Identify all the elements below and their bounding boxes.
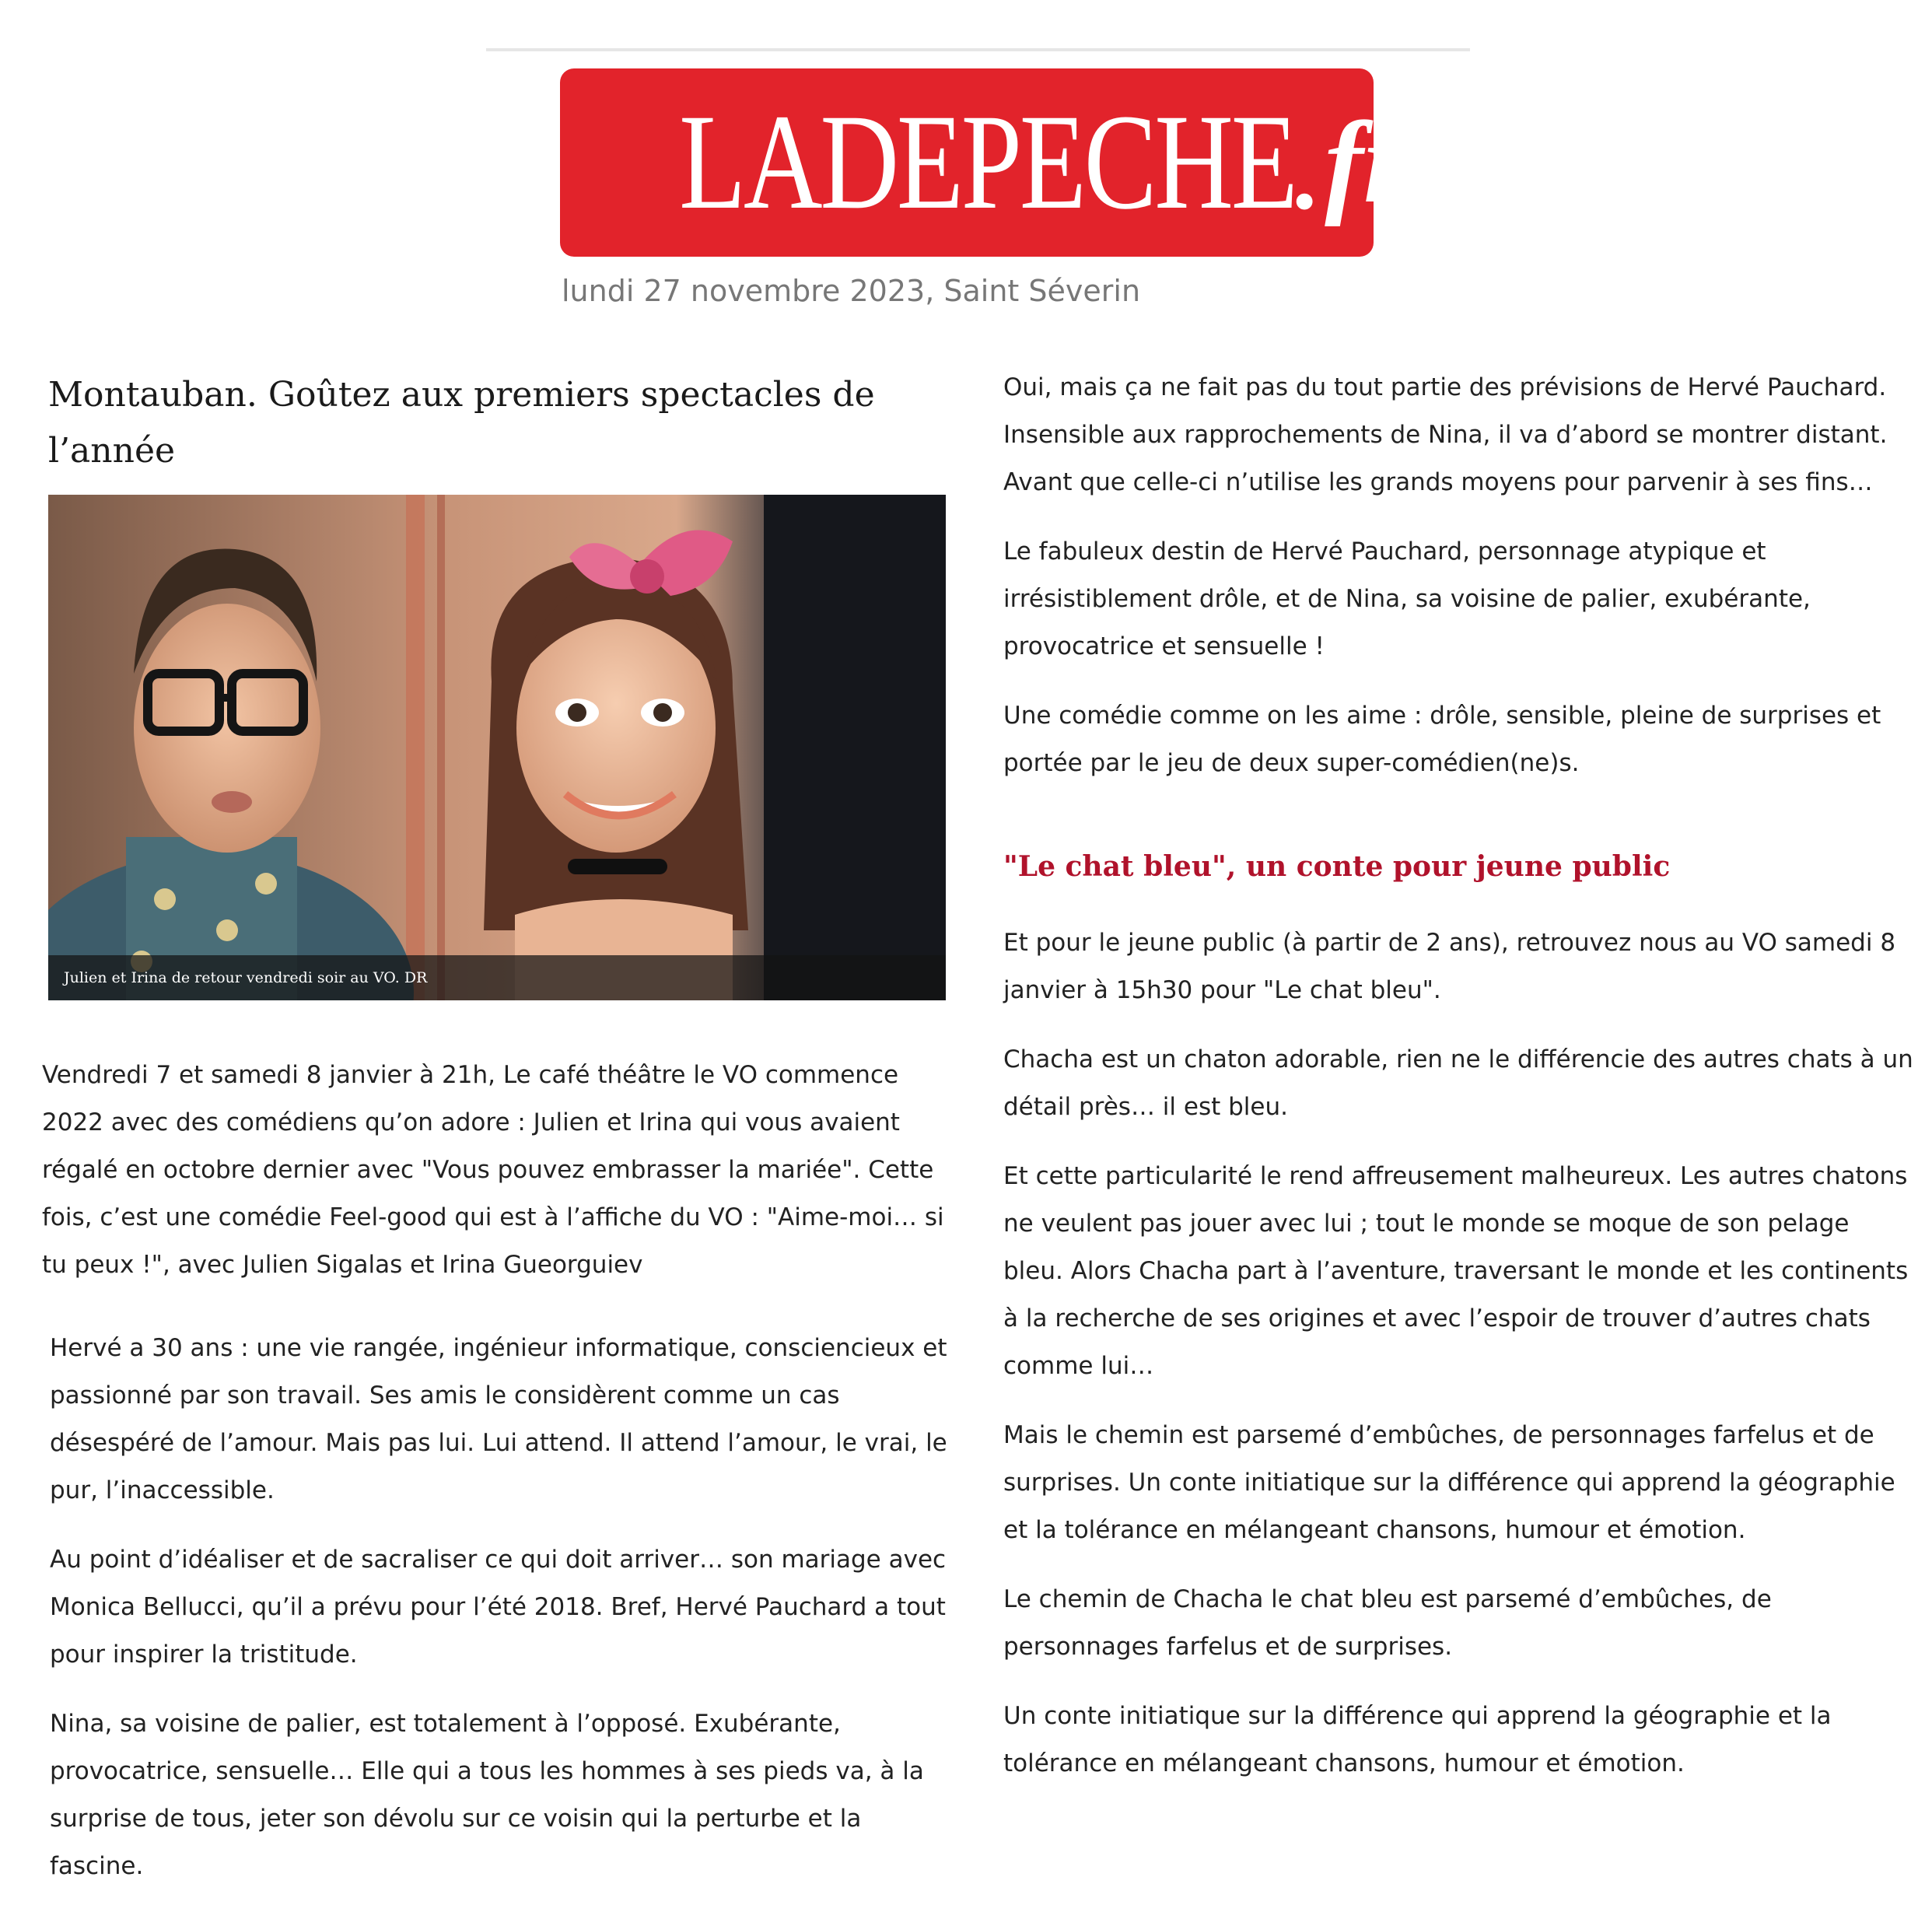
paragraph: Le chemin de Chacha le chat bleu est parsemé d’embûches, de personnages farfelus et de surprises. — [1003, 1585, 1772, 1661]
paragraph: Nina, sa voisine de palier, est totalement à l’opposé. Exubérante, provocatrice, sensuelle… Elle qui a tous les hommes à ses pieds va, à la surprise de tous, jeter son dévolu sur ce voisin qui la perturbe et la fascine. — [50, 1710, 924, 1880]
paragraph: Oui, mais ça ne fait pas du tout partie des prévisions de Hervé Pauchard. Insensible aux rapprochements de Nina, il va d’abord se montrer distant. Avant que celle-ci n’utilise les grands moyens pour parvenir à ses fins… — [1003, 373, 1888, 496]
paragraph: Hervé a 30 ans : une vie rangée, ingénieur informatique, consciencieux et passionné par son travail. Ses amis le considèrent comme un cas désespéré de l’amour. Mais pas lui. Lui attend. Il attend l’amour, le vrai, le pur, l’inaccessible. — [50, 1334, 947, 1504]
section-subheading: "Le chat bleu", un conte pour jeune public — [1003, 850, 1671, 883]
logo-wordmark: LADEPECHE — [678, 86, 1296, 238]
logo-domain: fr — [1325, 98, 1409, 227]
paragraph: Et pour le jeune public (à partir de 2 ans), retrouvez nous au VO samedi 8 janvier à 15h30 pour "Le chat bleu". — [1003, 929, 1896, 1004]
paragraph: Vendredi 7 et samedi 8 janvier à 21h, Le café théâtre le VO commence 2022 avec des comédiens qu’on adore : Julien et Irina qui vous avaient régalé en octobre dernier avec "Vous pouvez embrasser la mariée". Cette fois, c’est une comédie Feel-good qui est à l’affiche du VO : "Aime-moi… si tu peux !", avec Julien Sigalas et Irina Gueorguiev — [42, 1061, 944, 1279]
logo-dot: . — [1287, 86, 1322, 238]
paragraph: Et cette particularité le rend affreusement malheureux. Les autres chatons ne veulent pas jouer avec lui ; tout le monde se moque de son pelage bleu. Alors Chacha part à l’aventure, traversant le monde et les continents à la recherche de ses origines et avec l’espoir de trouver d’autres chats comme lui… — [1003, 1162, 1909, 1380]
right-column — [1003, 364, 1913, 1809]
paragraph: Un conte initiatique sur la différence qui apprend la géographie et la tolérance en mélangeant chansons, humour et émotion. — [1003, 1702, 1832, 1777]
paragraph: Une comédie comme on les aime : drôle, sensible, pleine de surprises et portée par le jeu de deux super-comédien(ne)s. — [1003, 702, 1881, 777]
article-photo — [48, 495, 946, 1000]
article-title: Montauban. Goûtez aux premiers spectacles de l’année — [48, 375, 875, 471]
photo-illustration — [48, 495, 946, 1000]
paragraph: Mais le chemin est parsemé d’embûches, de personnages farfelus et de surprises. Un conte initiatique sur la différence qui apprend la géographie et la tolérance en mélangeant chansons, humour et émotion. — [1003, 1421, 1895, 1544]
top-divider — [486, 48, 1470, 51]
photo-caption: Julien et Irina de retour vendredi soir au VO. DR — [48, 955, 946, 1000]
left-column — [42, 1052, 960, 1912]
dateline: lundi 27 novembre 2023, Saint Séverin — [562, 274, 1141, 308]
paragraph: Le fabuleux destin de Hervé Pauchard, personnage atypique et irrésistiblement drôle, et de Nina, sa voisine de palier, exubérante, provocatrice et sensuelle ! — [1003, 538, 1811, 660]
paragraph: Chacha est un chaton adorable, rien ne le différencie des autres chats à un détail près… il est bleu. — [1003, 1045, 1913, 1121]
ladepeche-logo[interactable] — [560, 68, 1409, 257]
paragraph: Au point d’idéaliser et de sacraliser ce qui doit arriver… son mariage avec Monica Bellucci, qu’il a prévu pour l’été 2018. Bref, Hervé Pauchard a tout pour inspirer la tristitude. — [50, 1546, 947, 1669]
